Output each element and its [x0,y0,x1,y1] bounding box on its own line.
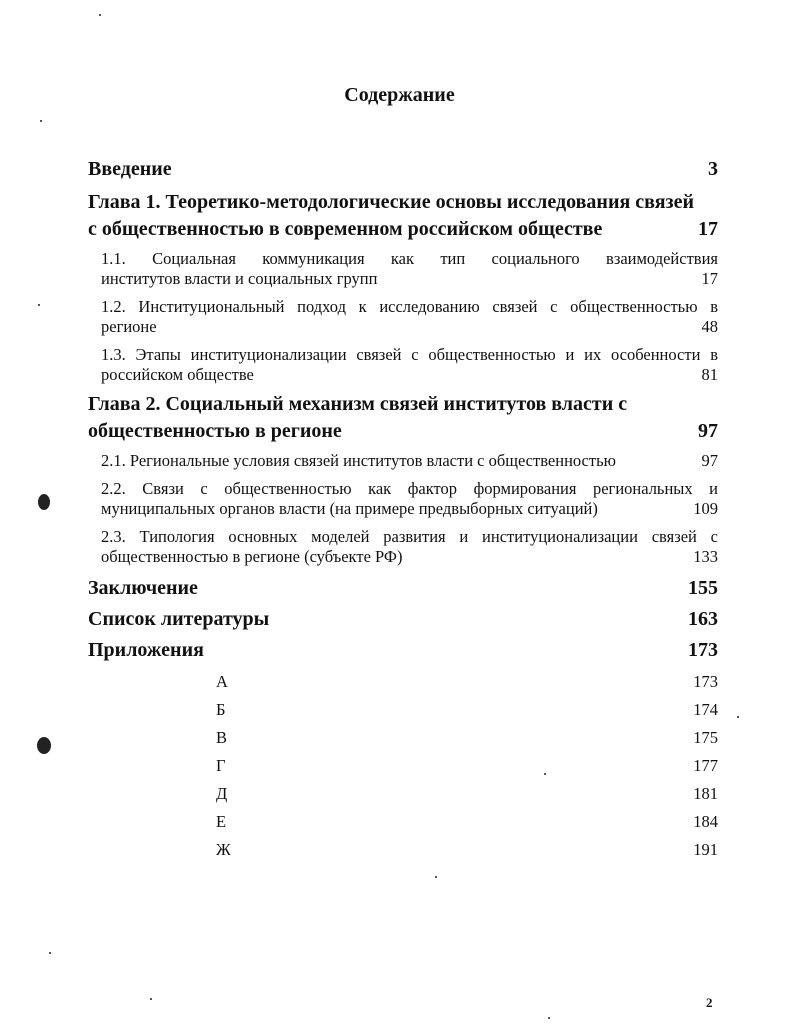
toc-entry-page: 97 [701,451,718,470]
toc-entry-page: 17 [701,269,718,288]
scan-speck [99,14,101,16]
toc-entry-label-line1: Глава 1. Теоретико-методологические основы исследования связей [88,191,694,213]
toc-entry-label-line2: с общественностью в современном российском обществе [88,218,603,240]
toc-entry-label: Приложения [88,639,204,661]
toc-entry-page: 97 [698,420,718,442]
toc-entry-label-line1: 2.3. Типология основных моделей развития и институционализации связей с [101,527,718,546]
scan-speck [40,120,42,122]
toc-entry-section-1-2 [101,297,718,337]
appendix-page: 173 [693,672,718,691]
toc-entry-page: 3 [708,158,718,180]
scan-speck [49,952,51,954]
appendix-page: 174 [693,700,718,719]
toc-entry-section-2-2 [101,479,718,519]
appendix-letter: Б [216,700,226,719]
appendix-letter: Г [216,756,226,775]
toc-entry-label-line1: 2.2. Связи с общественностью как фактор формирования региональных и [101,479,718,498]
scan-speck [737,716,739,718]
appendix-item [88,808,718,836]
toc-entry-page: 155 [688,577,718,599]
appendix-item [88,752,718,780]
scan-speck [435,876,437,878]
toc-entry-references [88,606,718,633]
appendix-item [88,836,718,864]
toc-entry-section-2-1 [101,451,718,471]
toc-entry-chapter-1 [88,189,718,243]
toc-entry-label: Заключение [88,577,198,599]
toc-entry-page: 48 [701,317,718,336]
appendix-item [88,780,718,808]
toc-entry-label-line2: муниципальных органов власти (на примере предвыборных ситуаций) [101,499,598,518]
toc-entry-label: Список литературы [88,608,270,630]
scan-speck [150,998,152,1000]
appendix-letter: Ж [216,840,231,859]
page-number: 2 [706,995,713,1010]
toc-entry-label-line2: общественностью в регионе (субъекте РФ) [101,547,403,566]
toc-entry-label: 2.1. Региональные условия связей институтов власти с общественностью [101,451,616,470]
scan-blot [37,737,51,754]
toc-entry-page: 81 [701,365,718,384]
appendix-letter: А [216,672,228,691]
toc-entry-label-line1: Глава 2. Социальный механизм связей институтов власти с [88,393,628,415]
appendix-letter: Д [216,784,228,803]
scan-speck [38,304,40,306]
toc-entry-appendices [88,637,718,664]
scan-blot [38,494,50,510]
toc-entry-label-line1: 1.3. Этапы институционализации связей с общественностью и их особенности в [101,345,718,364]
page-title: Содержание [344,84,455,106]
appendix-page: 184 [693,812,718,831]
toc-entry-conclusion [88,575,718,602]
toc-entry-label-line2: российском обществе [101,365,254,384]
appendix-letter: Е [216,812,227,831]
scan-speck [544,773,546,775]
toc-entry-section-2-3 [101,527,718,567]
toc-entry-page: 163 [688,608,718,630]
toc-entry-page: 109 [693,499,718,518]
appendix-list [88,668,718,864]
toc-entry-label: Введение [88,158,172,180]
appendix-item [88,724,718,752]
toc-entry-section-1-1 [101,249,718,289]
toc-entry-page: 17 [698,218,718,240]
toc-entry-chapter-2 [88,391,718,445]
toc-entry-label-line2: институтов власти и социальных групп [101,269,378,288]
appendix-page: 191 [693,840,718,859]
toc-entry-section-1-3 [101,345,718,385]
toc-entry-label-line2: общественностью в регионе [88,420,342,442]
appendix-item [88,668,718,696]
appendix-page: 177 [693,756,718,775]
toc-entry-page: 133 [693,547,718,566]
appendix-page: 181 [693,784,718,803]
toc-entry-label-line2: регионе [101,317,157,336]
table-of-contents [88,156,718,864]
appendix-page: 175 [693,728,718,747]
toc-entry-intro [88,156,718,183]
appendix-letter: В [216,728,228,747]
appendix-item [88,696,718,724]
toc-entry-label-line1: 1.2. Институциональный подход к исследованию связей с общественностью в [101,297,718,316]
scan-speck [548,1017,550,1019]
toc-entry-label-line1: 1.1. Социальная коммуникация как тип социального взаимодействия [101,249,718,268]
toc-entry-page: 173 [688,639,718,661]
